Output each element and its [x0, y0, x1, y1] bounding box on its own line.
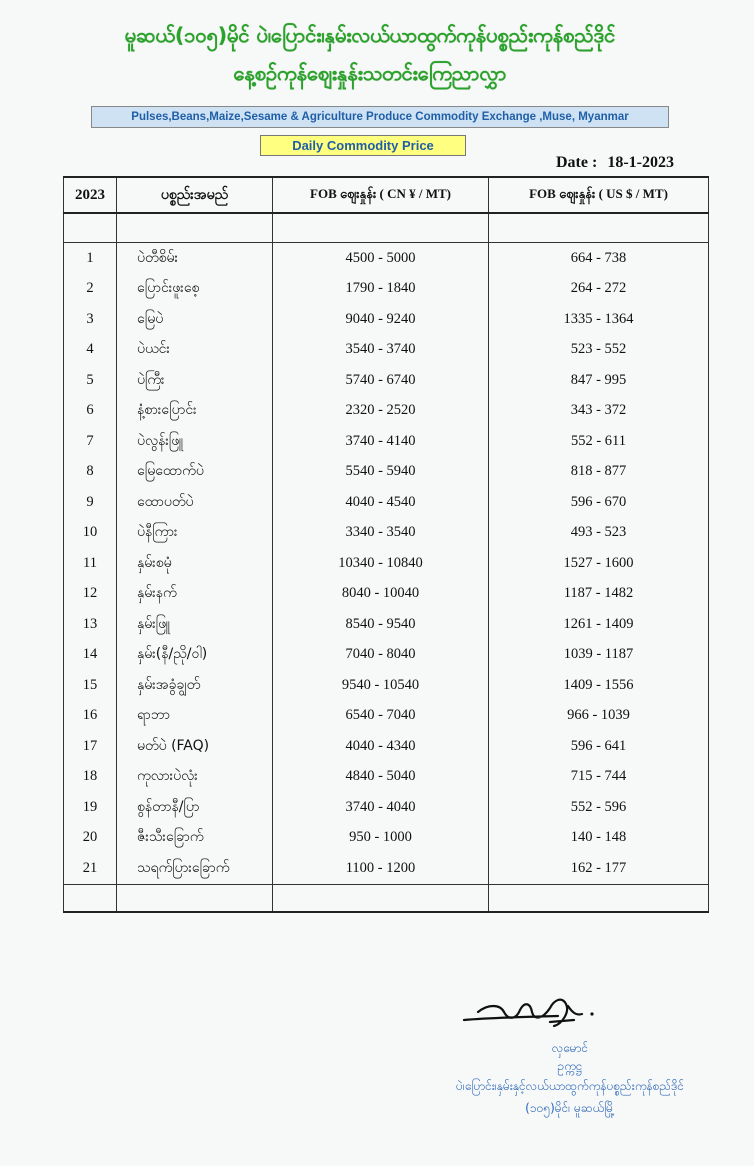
cell-item-name: စွန်တာနီ/ပြာ: [117, 792, 273, 823]
cell-row-number: 2: [64, 274, 117, 305]
cell-cny-price: 9540 - 10540: [273, 670, 489, 701]
cell-item-name: ပဲယင်း: [117, 335, 273, 366]
spacer-cell: [64, 884, 117, 912]
table-row: [64, 762, 709, 793]
cell-item-name: နှမ်းစမုံ: [117, 548, 273, 579]
cell-cny-price: 5540 - 5940: [273, 457, 489, 488]
cell-row-number: 18: [64, 762, 117, 793]
cell-cny-price: 4840 - 5040: [273, 762, 489, 793]
column-header-cny-price: FOB ဈေးနှုန်း ( CN ¥ / MT): [273, 177, 489, 213]
signatory-name: လှမောင်: [551, 1041, 589, 1055]
cell-row-number: 21: [64, 853, 117, 884]
cell-usd-price: 1409 - 1556: [489, 670, 709, 701]
cell-row-number: 5: [64, 365, 117, 396]
table-row: [64, 579, 709, 610]
table-row: [64, 640, 709, 671]
column-header-item-name: ပစ္စည်းအမည်: [117, 177, 273, 213]
cell-usd-price: 493 - 523: [489, 518, 709, 549]
cell-row-number: 3: [64, 304, 117, 335]
table-row: [64, 609, 709, 640]
table-row: [64, 670, 709, 701]
cell-cny-price: 8040 - 10040: [273, 579, 489, 610]
cell-item-name: နှမ်းနက်: [117, 579, 273, 610]
exchange-name-banner: Pulses,Beans,Maize,Sesame & Agriculture Produce Commodity Exchange ,Muse, Myanmar: [91, 106, 669, 128]
table-spacer-row: [64, 213, 709, 243]
table-row: [64, 274, 709, 305]
cell-cny-price: 3740 - 4140: [273, 426, 489, 457]
cell-usd-price: 264 - 272: [489, 274, 709, 305]
cell-cny-price: 7040 - 8040: [273, 640, 489, 671]
table-row: [64, 823, 709, 854]
cell-usd-price: 715 - 744: [489, 762, 709, 793]
table-row: [64, 487, 709, 518]
cell-cny-price: 10340 - 10840: [273, 548, 489, 579]
cell-cny-price: 950 - 1000: [273, 823, 489, 854]
cell-row-number: 1: [64, 243, 117, 274]
cell-item-name: မြေထောက်ပဲ: [117, 457, 273, 488]
cell-item-name: ပြောင်းဖူးစေ့: [117, 274, 273, 305]
cell-item-name: ပဲတီစိမ်း: [117, 243, 273, 274]
cell-row-number: 15: [64, 670, 117, 701]
cell-item-name: မြေပဲ: [117, 304, 273, 335]
cell-row-number: 19: [64, 792, 117, 823]
cell-usd-price: 162 - 177: [489, 853, 709, 884]
table-row: [64, 304, 709, 335]
cell-usd-price: 596 - 670: [489, 487, 709, 518]
cell-cny-price: 3540 - 3740: [273, 335, 489, 366]
cell-usd-price: 847 - 995: [489, 365, 709, 396]
cell-cny-price: 8540 - 9540: [273, 609, 489, 640]
title-line-2: နေ့စဉ်ကုန်ဈေးနှုန်းသတင်းကြေညာလွှာ: [233, 61, 507, 85]
cell-row-number: 14: [64, 640, 117, 671]
cell-row-number: 10: [64, 518, 117, 549]
cell-item-name: နံ့စားပြောင်း: [117, 396, 273, 427]
cell-usd-price: 523 - 552: [489, 335, 709, 366]
cell-item-name: သရက်ပြားခြောက်: [117, 853, 273, 884]
spacer-cell: [117, 884, 273, 912]
table-row: [64, 365, 709, 396]
table-spacer-row: [64, 884, 709, 912]
cell-usd-price: 343 - 372: [489, 396, 709, 427]
cell-row-number: 16: [64, 701, 117, 732]
report-date: [556, 154, 706, 172]
table-row: [64, 457, 709, 488]
cell-cny-price: 9040 - 9240: [273, 304, 489, 335]
table-header-row: [64, 177, 709, 213]
spacer-cell: [489, 884, 709, 912]
cell-item-name: နှမ်းဖြူ: [117, 609, 273, 640]
cell-cny-price: 1790 - 1840: [273, 274, 489, 305]
cell-usd-price: 552 - 596: [489, 792, 709, 823]
column-header-year: 2023: [64, 177, 117, 213]
cell-row-number: 7: [64, 426, 117, 457]
cell-cny-price: 4040 - 4340: [273, 731, 489, 762]
cell-item-name: ပဲလွန်းဖြူ: [117, 426, 273, 457]
table-row: [64, 335, 709, 366]
cell-cny-price: 3340 - 3540: [273, 518, 489, 549]
cell-row-number: 6: [64, 396, 117, 427]
cell-item-name: နှမ်း(နီ/ညို/ဝါ): [117, 640, 273, 671]
date-label: Date :: [556, 154, 598, 171]
cell-row-number: 20: [64, 823, 117, 854]
cell-usd-price: 966 - 1039: [489, 701, 709, 732]
cell-row-number: 8: [64, 457, 117, 488]
signature-block: [440, 990, 700, 1160]
table-row: [64, 243, 709, 274]
cell-item-name: မတ်ပဲ (FAQ): [117, 731, 273, 762]
cell-usd-price: 1335 - 1364: [489, 304, 709, 335]
cell-item-name: ပဲနီကြား: [117, 518, 273, 549]
table-row: [64, 518, 709, 549]
cell-cny-price: 2320 - 2520: [273, 396, 489, 427]
cell-usd-price: 140 - 148: [489, 823, 709, 854]
cell-row-number: 12: [64, 579, 117, 610]
price-table: [63, 176, 709, 913]
cell-row-number: 11: [64, 548, 117, 579]
signatory-role: ဥက္ကဋ္ဌ: [557, 1059, 583, 1073]
cell-usd-price: 664 - 738: [489, 243, 709, 274]
cell-usd-price: 596 - 641: [489, 731, 709, 762]
cell-row-number: 17: [64, 731, 117, 762]
cell-cny-price: 5740 - 6740: [273, 365, 489, 396]
spacer-cell: [273, 884, 489, 912]
cell-item-name: ရာဘာ: [117, 701, 273, 732]
cell-row-number: 13: [64, 609, 117, 640]
report-title-badge: Daily Commodity Price: [260, 135, 466, 156]
cell-usd-price: 552 - 611: [489, 426, 709, 457]
cell-item-name: ဇီးသီးခြောက်: [117, 823, 273, 854]
cell-cny-price: 4040 - 4540: [273, 487, 489, 518]
signatory-location: (၁၀၅)မိုင်၊ မူဆယ်မြို့: [525, 1101, 615, 1115]
signatory-organization: ပဲ၊ပြောင်း၊နှမ်းနှင့်လယ်ယာထွက်ကုန်ပစ္စည်းကုန်စည်ဒိုင်: [455, 1079, 685, 1093]
cell-usd-price: 1039 - 1187: [489, 640, 709, 671]
cell-usd-price: 818 - 877: [489, 457, 709, 488]
cell-item-name: ထောပတ်ပဲ: [117, 487, 273, 518]
title-line-1: မူဆယ်(၁၀၅)မိုင် ပဲ၊ပြောင်း၊နှမ်းလယ်ယာထွက်ကုန်ပစ္စည်းကုန်စည်ဒိုင်: [124, 23, 616, 47]
cell-row-number: 9: [64, 487, 117, 518]
table-row: [64, 853, 709, 884]
cell-cny-price: 1100 - 1200: [273, 853, 489, 884]
table-row: [64, 548, 709, 579]
table-row: [64, 426, 709, 457]
cell-item-name: နှမ်းအခွံချွတ်: [117, 670, 273, 701]
date-value: 18-1-2023: [607, 154, 674, 171]
cell-usd-price: 1261 - 1409: [489, 609, 709, 640]
table-row: [64, 396, 709, 427]
cell-item-name: ကုလားပဲလုံး: [117, 762, 273, 793]
cell-cny-price: 6540 - 7040: [273, 701, 489, 732]
column-header-usd-price: FOB ဈေးနှုန်း ( US $ / MT): [489, 177, 709, 213]
cell-cny-price: 3740 - 4040: [273, 792, 489, 823]
cell-cny-price: 4500 - 5000: [273, 243, 489, 274]
cell-usd-price: 1527 - 1600: [489, 548, 709, 579]
signature-mark: [458, 990, 608, 1036]
table-row: [64, 792, 709, 823]
table-row: [64, 701, 709, 732]
table-row: [64, 731, 709, 762]
cell-row-number: 4: [64, 335, 117, 366]
cell-item-name: ပဲကြီး: [117, 365, 273, 396]
cell-usd-price: 1187 - 1482: [489, 579, 709, 610]
